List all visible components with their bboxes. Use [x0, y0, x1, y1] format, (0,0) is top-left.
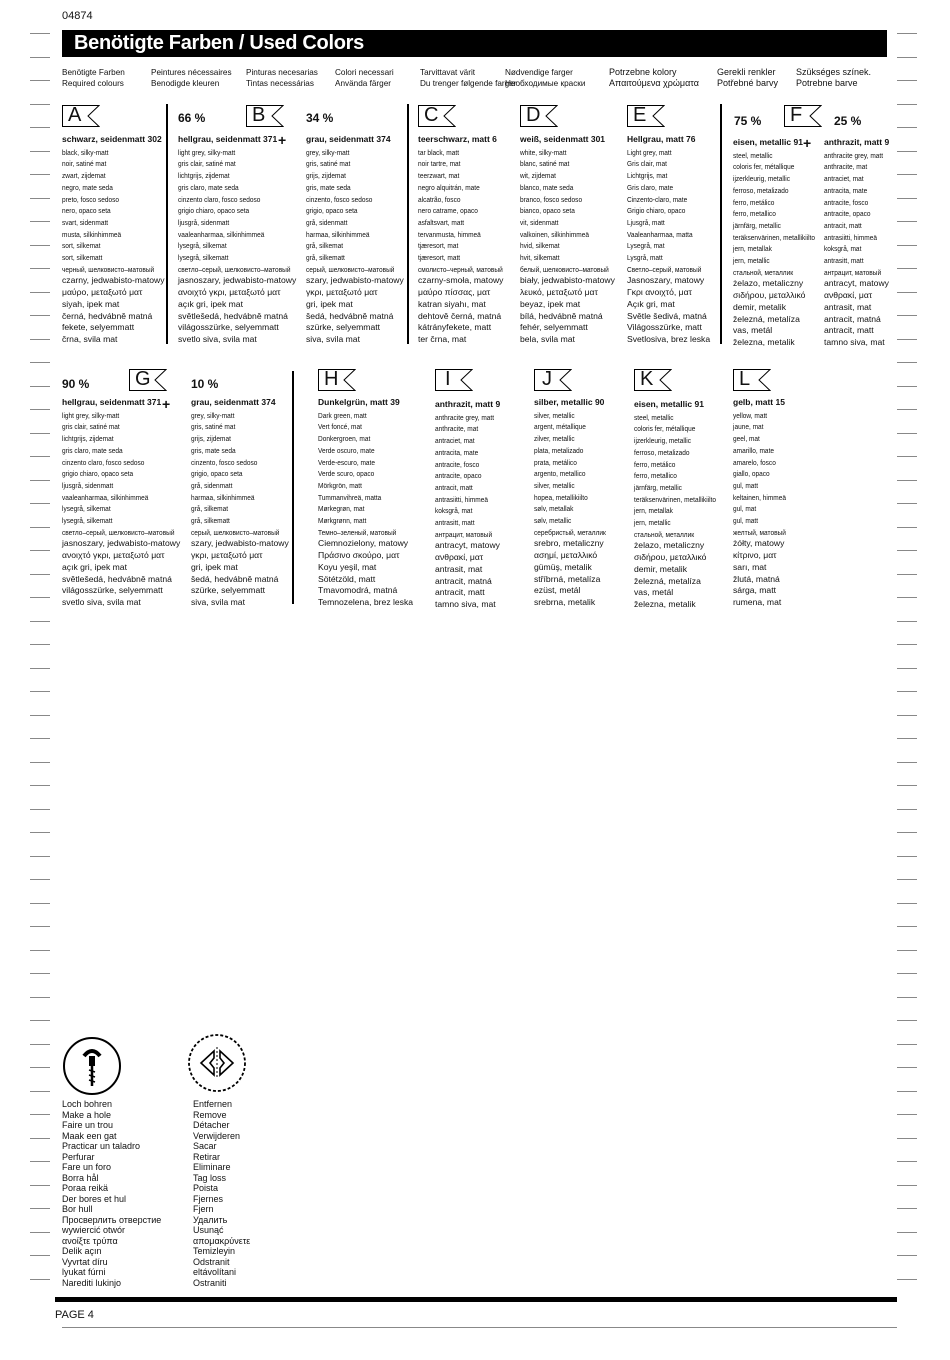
tick-mark: [30, 480, 50, 481]
tick-mark: [897, 198, 917, 199]
color-code-d: [520, 105, 558, 127]
tick-mark: [897, 1138, 917, 1139]
tick-mark: [30, 1067, 50, 1068]
tick-mark: [30, 856, 50, 857]
tick-mark: [897, 715, 917, 716]
percent-label: 90 %: [62, 377, 90, 391]
header-lang-9: Szükséges színek. Potrebne barve: [796, 67, 872, 88]
tick-mark: [30, 1232, 50, 1233]
tick-mark: [30, 339, 50, 340]
color-code-h: [318, 369, 356, 391]
tick-mark: [30, 292, 50, 293]
color-letter: B: [252, 104, 266, 126]
drill-hole-icon: [62, 1036, 122, 1096]
column-divider: [720, 104, 722, 344]
tick-mark: [897, 1232, 917, 1233]
color-list-c: teerschwarz, matt 6 tar black, matt noir tartre, mat teerzwart, mat negro alquitrán, mate alcatrão, fosco nero catrame, opaco asfaltsvart, matt tervanmusta, himmeä tjæresort, mat tjæresort, matt смолисто–черный, матовый czarny-smoła, matowy μαύρο πίσσας, ματ katran siyahı, mat dehtově černá, matná kátrányfekete, matt ter črna, mat: [418, 134, 504, 344]
color-code-g: [129, 369, 167, 391]
tick-mark: [897, 597, 917, 598]
percent-label: 34 %: [306, 111, 334, 125]
footer-bar: [55, 1297, 897, 1302]
header-lang-2: Peintures nécessaires Benodigde kleuren: [151, 68, 232, 88]
tick-mark: [897, 926, 917, 927]
color-list-j: silber, metallic 90 silver, metallic argent, métallique zilver, metallic plata, metalizado prata, metálico argento, metallico silver, metallic hopea, metallikiilto sølv, metallak sølv, metallic серебристый, металлик srebro, metaliczny ασημί, μεταλλικό gümüş, metalik stříbrná, metalíza ezüst, metál srebrna, metalik: [534, 397, 606, 607]
tick-mark: [897, 57, 917, 58]
tick-mark: [30, 221, 50, 222]
color-letter: F: [790, 104, 803, 126]
color-code-i: [435, 369, 473, 391]
plus-sign: +: [162, 396, 171, 412]
tick-mark: [30, 1091, 50, 1092]
header-lang-8: Gerekli renkler Potřebné barvy: [717, 67, 779, 88]
color-code-l: [733, 369, 771, 391]
tick-mark: [30, 950, 50, 951]
tick-mark: [897, 1185, 917, 1186]
color-list-d: weiß, seidenmatt 301 white, silky-matt blanc, satiné mat wit, zijdemat blanco, mate seda branco, fosco sedoso bianco, opaco seta vit, sidenmatt valkoinen, silkinhimmeä hvid, silkemat hvit, silkematt белый, шелковисто–матовый biały, jedwabisto-matowy λευκό, μεταξωτό ματ beyaz, ipek mat bílá, hedvábně matná fehér, selyemmatt bela, svila mat: [520, 134, 615, 344]
tick-mark: [30, 151, 50, 152]
tick-mark: [30, 174, 50, 175]
footer-rule: [62, 1327, 897, 1328]
color-list-b2: grau, seidenmatt 374 grey, silky-matt gris, satiné mat grijs, zijdemat gris, mate seda cinzento, fosco sedoso grigio, opaco seta grå, sidenmatt harmaa, silkinhimmeä grå, silkemat grå, silkematt серый, шелковисто–матовый szary, jedwabisto-matowy γκρι, μεταξωτό ματ gri, ipek mat šedá, hedvábně matná szürke, selyemmatt siva, svila mat: [306, 134, 404, 344]
color-list-h: Dunkelgrün, matt 39 Dark green, matt Vert foncé, mat Donkergroen, mat Verde oscuro, mate Verde-escuro, mate Verde scuro, opaco Mörkgrön, matt Tummanvihreä, matta Mørkegrøn, mat Mørkgrønn, matt Темно–зеленый, матовый Ciemnozielony, matowy Πράσινο σκούρο, ματ Koyu yeşil, mat Sötétzöld, matt Tmavomodrá, matná Temnozelena, brez leska: [318, 397, 414, 607]
tick-mark: [897, 409, 917, 410]
tick-mark: [897, 33, 917, 34]
tick-mark: [897, 1255, 917, 1256]
tick-mark: [897, 691, 917, 692]
color-letter: K: [640, 368, 654, 390]
color-list-g2: grau, seidenmatt 374 grey, silky-matt gris, satiné mat grijs, zijdemat gris, mate seda cinzento, fosco sedoso grigio, opaco seta grå, sidenmatt harmaa, silkinhimmeä grå, silkemat grå, silkematt серый, шелковисто–матовый szary, jedwabisto-matowy γκρι, μεταξωτό ματ gri, ipek mat šedá, hedvábně matná szürke, selyemmatt siva, svila mat: [191, 397, 289, 607]
color-letter: L: [739, 368, 751, 390]
tick-mark: [30, 1279, 50, 1280]
color-code-f: [784, 105, 822, 127]
tick-mark: [897, 574, 917, 575]
color-code-b: [246, 105, 284, 127]
color-list-a: schwarz, seidenmatt 302 black, silky-matt noir, satiné mat zwart, zijdemat negro, mate seda preto, fosco sedoso nero, opaco seta svart, sidenmatt musta, silkinhimmeä sort, silkemat sort, silkematt черный, шелковисто–матовый czarny, jedwabisto-matowy μαύρο, μεταξωτό ματ siyah, ipek mat černá, hedvábně matná fekete, selyemmatt črna, svila mat: [62, 134, 165, 344]
color-letter: I: [445, 368, 451, 390]
tick-mark: [30, 456, 50, 457]
color-list-b1: hellgrau, seidenmatt 371 light grey, silky-matt gris clair, satiné mat lichtgrijs, zijdemat gris claro, mate seda cinzento claro, fosco sedoso grigio chiaro, opaco seta ljusgrå, sidenmatt vaaleanharmaa, silkinhimmeä lysegrå, silkemat lysegrå, silkematt светло–серый, шелковисто–матовый jasnoszary, jedwabisto-matowy ανοιχτό γκρι, μεταξωτό ματ açık gri, ipek mat světlešedá, hedvábně matná világosszürke, selyemmatt svetlo siva, svila mat: [178, 134, 297, 344]
color-letter: A: [68, 104, 82, 126]
remove-part-icon: [187, 1033, 247, 1093]
tick-mark: [30, 879, 50, 880]
tick-mark: [897, 1208, 917, 1209]
tick-mark: [897, 856, 917, 857]
tick-mark: [30, 973, 50, 974]
color-code-k: [634, 369, 672, 391]
tick-mark: [897, 973, 917, 974]
tick-mark: [30, 903, 50, 904]
tick-mark: [897, 1044, 917, 1045]
tick-mark: [897, 480, 917, 481]
tick-mark: [897, 1091, 917, 1092]
tick-mark: [897, 433, 917, 434]
header-lang-5: Tarvittavat värit Du trenger følgende farger: [420, 68, 517, 88]
tick-mark: [30, 715, 50, 716]
tick-mark: [897, 221, 917, 222]
tick-mark: [30, 597, 50, 598]
tick-mark: [30, 809, 50, 810]
tick-mark: [897, 621, 917, 622]
tick-mark: [897, 80, 917, 81]
tick-mark: [897, 151, 917, 152]
color-letter: J: [542, 368, 552, 390]
color-code-flag: [435, 369, 473, 391]
color-list-k: eisen, metallic 91 steel, metallic coloris fer, métallique ijzerkleurig, metallic ferroso, metalizado ferro, metálico ferro, metallico järnfärg, metallic teräksenvärinen, metallikiilto jern, metallak jern, metallic стальной, металлик żelazo, metaliczny σιδήρου, μεταλλικό demir, metalik železná, metalíza vas, metál železna, metalik: [634, 399, 717, 609]
tick-mark: [30, 80, 50, 81]
tick-mark: [30, 57, 50, 58]
color-list-l: gelb, matt 15 yellow, matt jaune, mat geel, mat amarillo, mate amarelo, fosco giallo, opaco gul, matt keltainen, himmeä gul, mat gul, matt желтый, матовый żółty, matowy κίτρινο, ματ sarı, mat žlutá, matná sárga, matt rumena, mat: [733, 397, 787, 607]
tick-mark: [30, 386, 50, 387]
percent-label: 10 %: [191, 377, 219, 391]
tick-mark: [30, 574, 50, 575]
color-list-f2: anthrazit, matt 9 anthracite grey, matt anthracite, mat antraciet, mat antracita, mate antracite, fosco antracite, opaco antracit, matt antrasiitti, himmeä koksgrå, mat antrasitt, matt антрацит, матовый antracyt, matowy ανθρακί, ματ antrasit, mat antracit, matná antracit, matt tamno siva, mat: [824, 137, 890, 347]
tick-mark: [30, 550, 50, 551]
tick-mark: [30, 433, 50, 434]
tick-mark: [897, 644, 917, 645]
drill-legend: Loch bohren Make a hole Faire un trou Maak een gat Practicar un taladro Perfurar Fare un foro Borra hål Poraa reikä Der bores et hul Bor hull Просверлить отверстие wywiercić otwór ανοίξτε τρύπα Delik açın Vyvrtat díru lyukat fúrni Narediti lukinjo: [62, 1099, 162, 1288]
tick-mark: [30, 1185, 50, 1186]
tick-mark: [30, 1161, 50, 1162]
header-lang-3: Pinturas necesarias Tintas necessárias: [246, 68, 318, 88]
color-letter: C: [424, 104, 439, 126]
tick-mark: [30, 198, 50, 199]
tick-mark: [30, 409, 50, 410]
header-lang-7: Potrzebne kolory Απαιτούμενα χρώματα: [609, 67, 699, 88]
tick-mark: [30, 315, 50, 316]
tick-mark: [897, 879, 917, 880]
tick-mark: [30, 503, 50, 504]
tick-mark: [897, 245, 917, 246]
tick-mark: [897, 315, 917, 316]
tick-mark: [897, 832, 917, 833]
tick-mark: [30, 362, 50, 363]
tick-mark: [30, 1138, 50, 1139]
tick-mark: [30, 762, 50, 763]
percent-label: 75 %: [734, 114, 762, 128]
tick-mark: [897, 456, 917, 457]
color-list-e: Hellgrau, matt 76 Light grey, matt Gris clair, mat Lichtgrijs, mat Gris claro, mate Cinzento-claro, mate Grigio chiaro, opaco Ljusgrå, matt Vaaleanharmaa, matta Lysegrå, mat Lysgrå, matt Светло–серый, матовый Jasnoszary, matowy Γκρι ανοιχτό, ματ Açık gri, mat Světle šedivá, matná Világosszürke, matt Svetlosiva, brez leska: [627, 134, 711, 344]
color-code-j: [534, 369, 572, 391]
page-title: Benötigte Farben / Used Colors: [74, 32, 364, 54]
tick-mark: [30, 997, 50, 998]
tick-mark: [897, 997, 917, 998]
tick-mark: [897, 1161, 917, 1162]
tick-mark: [30, 104, 50, 105]
color-code-c: [418, 105, 456, 127]
tick-mark: [897, 527, 917, 528]
header-lang-1: Benötigte Farben Required colours: [62, 68, 125, 88]
color-list-g1: hellgrau, seidenmatt 371 light grey, silky-matt gris clair, satiné mat lichtgrijs, zijdemat gris claro, mate seda cinzento claro, fosco sedoso grigio chiaro, opaco seta ljusgrå, sidenmatt vaaleanharmaa, silkinhimmeä lysegrå, silkemat lysegrå, silkematt светло–серый, шелковисто–матовый jasnoszary, jedwabisto-matowy ανοιχτό γκρι, μεταξωτό ματ açık gri, ipek mat světlešedá, hedvábně matná világosszürke, selyemmatt svetlo siva, svila mat: [62, 397, 181, 607]
tick-mark: [897, 127, 917, 128]
tick-mark: [30, 1208, 50, 1209]
plus-sign: +: [803, 135, 812, 151]
tick-mark: [897, 762, 917, 763]
document-number: 04874: [62, 10, 93, 22]
tick-mark: [897, 1067, 917, 1068]
tick-mark: [30, 832, 50, 833]
color-code-flag: [534, 369, 572, 391]
tick-mark: [30, 527, 50, 528]
title-bar: [62, 30, 887, 57]
tick-mark: [30, 1020, 50, 1021]
tick-mark: [30, 268, 50, 269]
plus-sign: +: [278, 132, 287, 148]
tick-mark: [897, 738, 917, 739]
tick-mark: [30, 644, 50, 645]
tick-mark: [30, 785, 50, 786]
page-number: PAGE 4: [55, 1309, 94, 1321]
tick-mark: [897, 104, 917, 105]
percent-label: 25 %: [834, 114, 862, 128]
color-list-f1: eisen, metallic 91 steel, metallic coloris fer, métallique ijzerkleurig, metallic ferroso, metalizado ferro, metálico ferro, metallico järnfärg, metallic teräksenvärinen, metallikiilto jern, metallak jern, metallic стальной, металлик żelazo, metaliczny σιδήρου, μεταλλικό demir, metalik železná, metalíza vas, metál železna, metalik: [733, 137, 816, 347]
tick-mark: [30, 245, 50, 246]
tick-mark: [30, 33, 50, 34]
tick-mark: [897, 1279, 917, 1280]
tick-mark: [897, 268, 917, 269]
tick-mark: [30, 621, 50, 622]
tick-mark: [30, 926, 50, 927]
tick-mark: [897, 550, 917, 551]
percent-label: 66 %: [178, 111, 206, 125]
tick-mark: [897, 809, 917, 810]
color-letter: D: [526, 104, 541, 126]
color-letter: H: [324, 368, 339, 390]
tick-mark: [30, 1114, 50, 1115]
color-list-i: anthrazit, matt 9 anthracite grey, matt anthracite, mat antraciet, mat antracita, mate antracite, fosco antracite, opaco antracit, matt antrasiitti, himmeä koksgrå, mat antrasitt, matt антрацит, матовый antracyt, matowy ανθρακί, ματ antrasit, mat antracit, matná antracit, matt tamno siva, mat: [435, 399, 501, 609]
remove-legend: Entfernen Remove Détacher Verwijderen Sacar Retirar Eliminare Tag loss Poista Fjernes Fjern Удалить Usunąć απομακρύνετε Temizleyin Odstranit eltávolítani Ostraniti: [193, 1099, 251, 1288]
tick-mark: [30, 738, 50, 739]
tick-mark: [897, 174, 917, 175]
tick-mark: [30, 691, 50, 692]
tick-mark: [897, 386, 917, 387]
color-letter: E: [633, 104, 647, 126]
tick-mark: [30, 1044, 50, 1045]
tick-mark: [30, 127, 50, 128]
tick-mark: [897, 503, 917, 504]
tick-mark: [897, 785, 917, 786]
tick-mark: [897, 292, 917, 293]
tick-mark: [897, 1114, 917, 1115]
tick-mark: [30, 668, 50, 669]
header-lang-6: Nødvendige farger Необходимые краски: [505, 68, 586, 88]
color-code-a: [62, 105, 100, 127]
tick-mark: [897, 903, 917, 904]
color-letter: G: [135, 368, 151, 390]
tick-mark: [30, 1255, 50, 1256]
tick-mark: [897, 339, 917, 340]
tick-mark: [897, 362, 917, 363]
tick-mark: [897, 1020, 917, 1021]
color-code-e: [627, 105, 665, 127]
tick-mark: [897, 668, 917, 669]
header-lang-4: Colori necessari Använda färger: [335, 68, 394, 88]
tick-mark: [897, 950, 917, 951]
